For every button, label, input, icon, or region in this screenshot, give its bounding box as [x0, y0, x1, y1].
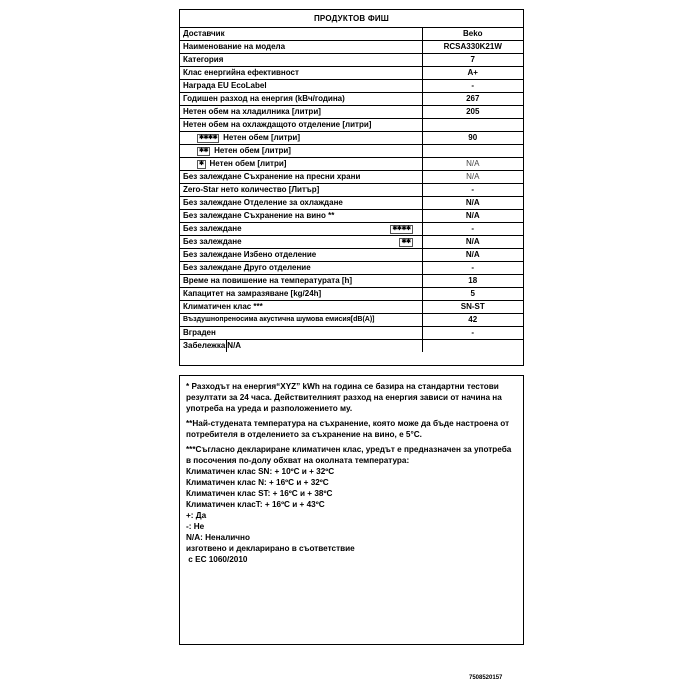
- row-value: 5: [422, 288, 523, 301]
- footnotes-box: [179, 375, 524, 645]
- product-fiche-table: [179, 9, 524, 366]
- row-label-cell: [180, 93, 422, 106]
- footnote-climate: ***Съгласно деклариране климатичен клас, уредът е предназначен за употреба в посочения по-долу обхват на околната температура:: [186, 445, 512, 465]
- climate-t: Климатичен класT: + 16ºC и + 43ºC: [186, 500, 325, 509]
- star-rating-icon: ✱✱: [401, 239, 411, 246]
- row-value: N/A: [422, 236, 523, 249]
- fiche-row: [180, 327, 523, 340]
- row-value: -: [422, 223, 523, 236]
- row-label: Климатичен клас ***: [183, 302, 263, 312]
- declaration-line-2: с ЕС 1060/2010: [186, 555, 248, 564]
- fiche-row: [180, 80, 523, 93]
- row-label-cell: [180, 327, 422, 340]
- row-label: Въздушнопреносима акустична шумова емисия[dB(A)]: [183, 316, 375, 324]
- star-rating-icon: ✱: [199, 160, 204, 167]
- row-label: Нетен обем на охлаждащото отделение [литри]: [183, 120, 372, 130]
- row-label-cell: [180, 197, 422, 210]
- row-value: [422, 340, 523, 353]
- document-number: 7508520157: [469, 675, 503, 681]
- row-label-cell: [180, 210, 422, 223]
- row-label-cell: [180, 340, 422, 353]
- row-value: [422, 145, 523, 158]
- fiche-row: [180, 275, 523, 288]
- row-label: Без залеждане: [183, 224, 242, 234]
- row-label: Вграден: [183, 328, 216, 338]
- row-label: Време на повишение на температурата [h]: [183, 276, 353, 286]
- row-value: N/A: [422, 197, 523, 210]
- row-value: 18: [422, 275, 523, 288]
- row-value: [422, 119, 523, 132]
- legend-no: -: Не: [186, 522, 205, 531]
- fiche-row: [180, 314, 523, 327]
- row-value: -: [422, 327, 523, 340]
- row-label-cell: [180, 145, 422, 158]
- fiche-row: [180, 145, 523, 158]
- fiche-row: [180, 41, 523, 54]
- row-label-cell: [180, 106, 422, 119]
- fiche-row: [180, 340, 523, 353]
- fiche-row: [180, 184, 523, 197]
- row-value: -: [422, 184, 523, 197]
- footnote-wine: **Най-студената температура на съхранение, която може да бъде настроена от потребителя в отделението за съхранение на вино, е 5°C.: [186, 419, 510, 439]
- star-rating-icon: ✱✱: [199, 147, 209, 154]
- fiche-row: [180, 132, 523, 145]
- fiche-row: [180, 106, 523, 119]
- fiche-row: [180, 236, 523, 249]
- row-label: Без залеждане Друго отделение: [183, 263, 311, 273]
- row-label: Без залеждане Отделение за охлаждане: [183, 198, 343, 208]
- row-label: Нетен обем [литри]: [214, 146, 291, 156]
- row-value: SN-ST: [422, 301, 523, 314]
- fiche-row: [180, 158, 523, 171]
- fiche-row: [180, 67, 523, 80]
- row-label: Категория: [183, 55, 224, 65]
- row-label-cell: [180, 132, 422, 145]
- fiche-row: [180, 28, 523, 41]
- fiche-row: [180, 171, 523, 184]
- row-value: N/A: [422, 158, 523, 171]
- fiche-row: [180, 197, 523, 210]
- fiche-title: ПРОДУКТОВ ФИШ: [180, 10, 523, 28]
- fiche-row: [180, 262, 523, 275]
- row-value: -: [422, 80, 523, 93]
- row-value: 42: [422, 314, 523, 327]
- row-label: Доставчик: [183, 29, 225, 39]
- row-label-cell: [180, 80, 422, 93]
- row-label: Годишен разход на енергия (kBч/година): [183, 94, 345, 104]
- row-label-cell: [180, 301, 422, 314]
- footnote-energy: * Разходът на енергия“XYZ” kWh на година се базира на стандартни тестови резултати за 24 часа. Действителният разход на енергия зависи от начина на употреба на уреда и разположението му.: [186, 382, 502, 413]
- row-value: RCSA330K21W: [422, 41, 523, 54]
- row-label-cell: [180, 28, 422, 41]
- star-rating-icon: ✱✱✱✱: [199, 134, 218, 141]
- row-label-cell: [180, 119, 422, 132]
- fiche-row: [180, 249, 523, 262]
- row-value: -: [422, 262, 523, 275]
- row-label-cell: [180, 314, 422, 327]
- row-label-cell: [180, 54, 422, 67]
- row-label-cell: [180, 223, 422, 236]
- row-value: 90: [422, 132, 523, 145]
- climate-n: Климатичен клас N: + 16ºC и + 32ºC: [186, 478, 329, 487]
- fiche-row: [180, 93, 523, 106]
- row-label-cell: [180, 249, 422, 262]
- row-label-cell: [180, 67, 422, 80]
- remark-value: N/A: [227, 341, 242, 351]
- row-label-cell: [180, 262, 422, 275]
- row-label: Наименование на модела: [183, 42, 286, 52]
- row-label: Zero-Star нето количество [Литър]: [183, 185, 320, 195]
- declaration-line-1: изготвено и декларирано в съответствие: [186, 544, 355, 553]
- row-label: Нетен обем [литри]: [209, 159, 287, 169]
- row-label: Без залеждане Избено отделение: [183, 250, 317, 260]
- row-label: Награда EU EcoLabel: [183, 81, 267, 91]
- row-label-cell: [180, 275, 422, 288]
- climate-sn: Климатичен клас SN: + 10ºC и + 32ºC: [186, 467, 335, 476]
- row-label: Без залеждане Съхранение на пресни храни: [183, 172, 361, 182]
- fiche-rows: [180, 28, 523, 352]
- row-label: Забележка: [183, 341, 226, 351]
- row-value: N/A: [422, 249, 523, 262]
- row-value: 205: [422, 106, 523, 119]
- row-label-cell: [180, 236, 422, 249]
- fiche-row: [180, 54, 523, 67]
- legend-na: N/A: Неналично: [186, 533, 251, 542]
- row-label: Без залеждане: [183, 237, 242, 247]
- row-value: N/A: [422, 171, 523, 184]
- fiche-row: [180, 223, 523, 236]
- row-label-cell: [180, 171, 422, 184]
- climate-st: Климатичен клас ST: + 16ºC и + 38ºC: [186, 489, 333, 498]
- row-label-cell: [180, 41, 422, 54]
- row-label-cell: [180, 184, 422, 197]
- row-label: Нетен обем [литри]: [223, 133, 301, 143]
- row-value: 267: [422, 93, 523, 106]
- row-value: 7: [422, 54, 523, 67]
- star-rating-icon: ✱✱✱✱: [392, 226, 411, 233]
- row-label: Клас енергийна ефективност: [183, 68, 299, 78]
- row-label-cell: [180, 288, 422, 301]
- row-label: Без залеждане Съхранение на вино **: [183, 211, 335, 221]
- row-label-cell: [180, 158, 422, 171]
- row-label: Капацитет на замразяване [kg/24h]: [183, 289, 322, 299]
- row-value: N/A: [422, 210, 523, 223]
- row-label: Нетен обем на хладилника [литри]: [183, 107, 321, 117]
- fiche-row: [180, 210, 523, 223]
- fiche-row: [180, 301, 523, 314]
- fiche-row: [180, 119, 523, 132]
- legend-yes: +: Да: [186, 511, 207, 520]
- row-value: Beko: [422, 28, 523, 41]
- row-value: A+: [422, 67, 523, 80]
- fiche-row: [180, 288, 523, 301]
